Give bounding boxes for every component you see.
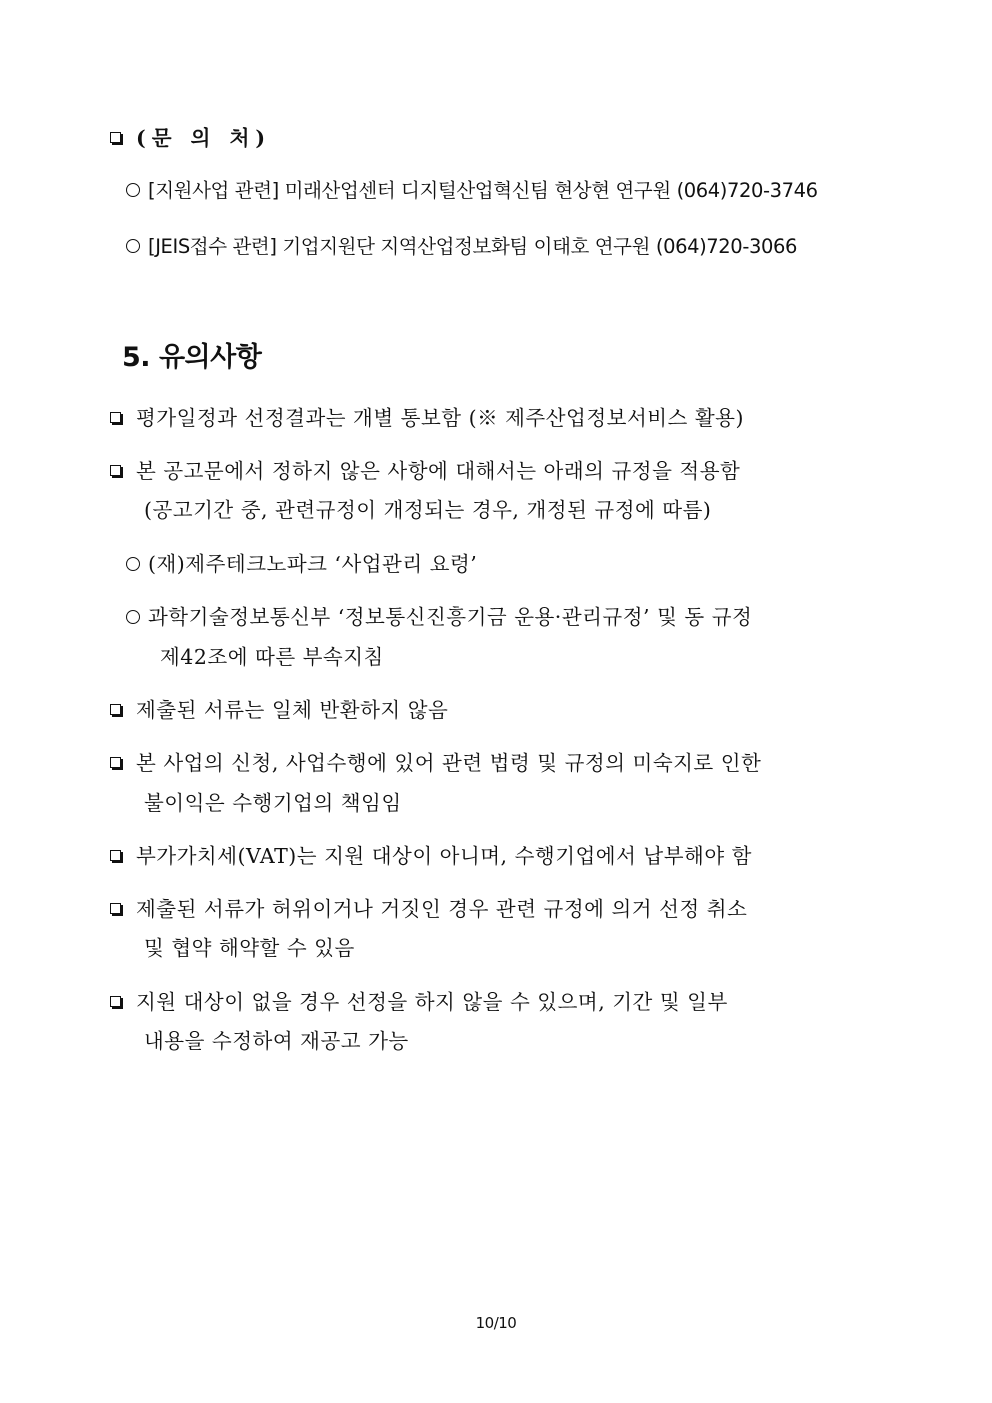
note-item [110,696,448,724]
note-text: (공고기간 중, 관련규정이 개정되는 경우, 개정된 규정에 따름) [144,498,712,522]
circle-bullet-icon [126,239,140,253]
note-continuation [160,643,384,671]
contact-header [110,124,271,152]
contact-item-text: [JEIS접수 관련] 기업지원단 지역산업정보화팀 이태호 연구원 (064)720-3066 [148,235,797,258]
note-continuation [144,1027,409,1055]
contact-item-text: [지원사업 관련] 미래산업센터 디지털산업혁신팀 현상현 연구원 (064)720-3746 [148,179,818,202]
note-continuation [144,789,402,817]
contact-label: (문 의 처) [136,126,272,150]
note-item [110,895,747,923]
note-item [110,988,728,1016]
note-text: 제출된 서류는 일체 반환하지 않음 [136,698,449,722]
note-subitem [126,550,477,578]
circle-bullet-icon [126,183,140,197]
circle-bullet-icon [126,610,140,624]
note-text: 내용을 수정하여 재공고 가능 [144,1029,409,1053]
note-subitem [126,603,752,631]
section-title: 5. 유의사항 [122,342,262,373]
note-text: (재)제주테크노파크 ‘사업관리 요령’ [148,552,478,576]
note-continuation [144,496,711,524]
square-bullet-icon [110,465,121,476]
square-bullet-icon [110,757,121,768]
note-text: 및 협약 해약할 수 있음 [144,936,355,960]
note-text: 본 공고문에서 정하지 않은 사항에 대해서는 아래의 규정을 적용함 [136,459,741,483]
note-item [110,457,740,485]
square-bullet-icon [110,704,121,715]
page-number: 10/10 [475,1314,517,1332]
note-item [110,749,761,777]
note-text: 불이익은 수행기업의 책임임 [144,791,402,815]
note-text: 부가가치세(VAT)는 지원 대상이 아니며, 수행기업에서 납부해야 함 [136,844,752,868]
contact-item [126,177,818,205]
note-text: 과학기술정보통신부 ‘정보통신진흥기금 운용·관리규정’ 및 동 규정 [148,605,753,629]
square-bullet-icon [110,996,121,1007]
note-continuation [144,934,355,962]
circle-bullet-icon [126,557,140,571]
square-bullet-icon [110,132,121,143]
note-item [110,842,752,870]
note-text: 제출된 서류가 허위이거나 거짓인 경우 관련 규정에 의거 선정 취소 [136,897,748,921]
note-text: 평가일정과 선정결과는 개별 통보함 (※ 제주산업정보서비스 활용) [136,406,744,430]
square-bullet-icon [110,903,121,914]
square-bullet-icon [110,412,121,423]
note-text: 본 사업의 신청, 사업수행에 있어 관련 법령 및 규정의 미숙지로 인한 [136,751,762,775]
note-text: 지원 대상이 없을 경우 선정을 하지 않을 수 있으며, 기간 및 일부 [136,990,728,1014]
note-text: 제42조에 따른 부속지침 [160,645,384,669]
square-bullet-icon [110,850,121,861]
note-item [110,404,744,432]
contact-item [126,233,797,261]
